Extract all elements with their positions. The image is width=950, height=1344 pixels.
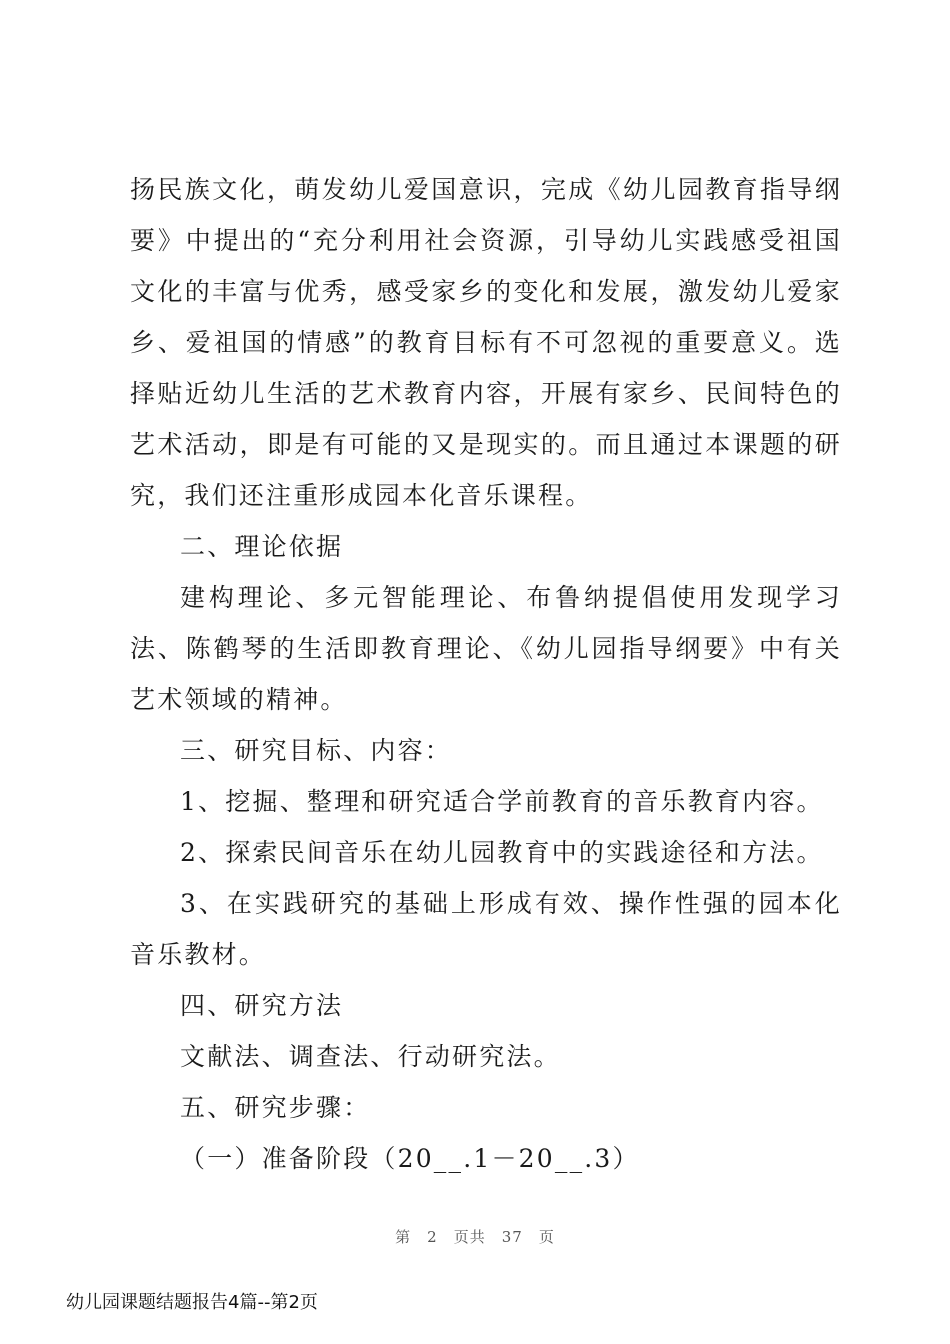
list-item-goal-3: 3、在实践研究的基础上形成有效、操作性强的园本化音乐教材。: [130, 889, 842, 969]
heading-research-methods: 四、研究方法: [180, 991, 344, 1020]
document-caption: 幼儿园课题结题报告4篇--第2页: [66, 1292, 318, 1313]
body-text: [130, 164, 842, 1184]
page-footer: [0, 1226, 950, 1247]
subheading-preparation-stage: （一）准备阶段（20__.1－20__.3）: [180, 1144, 640, 1173]
list-item-goal-1: 1、挖掘、整理和研究适合学前教育的音乐教育内容。: [180, 787, 824, 816]
paragraph-intro-continued: 扬民族文化，萌发幼儿爱国意识，完成《幼儿园教育指导纲要》中提出的“充分利用社会资源，引导幼儿实践感受祖国文化的丰富与优秀，感受家乡的变化和发展，激发幼儿爱家乡、爱祖国的情感”的教育目标有不可忽视的重要意义。选择贴近幼儿生活的艺术教育内容，开展有家乡、民间特色的艺术活动，即是有可能的又是现实的。而且通过本课题的研究，我们还注重形成园本化音乐课程。: [130, 175, 842, 510]
heading-research-goals: 三、研究目标、内容：: [180, 736, 453, 765]
footer-page-mid: 页共: [453, 1228, 486, 1246]
paragraph-theory: 建构理论、多元智能理论、布鲁纳提倡使用发现学习法、陈鹤琴的生活即教育理论、《幼儿园指导纲要》中有关艺术领域的精神。: [130, 583, 842, 714]
paragraph-methods: 文献法、调查法、行动研究法。: [180, 1042, 561, 1071]
footer-page-prefix: 第: [395, 1228, 412, 1246]
heading-research-steps: 五、研究步骤：: [180, 1093, 371, 1122]
footer-page-number: 2: [427, 1228, 438, 1246]
footer-page-total: 37: [501, 1228, 523, 1246]
footer-page-suffix: 页: [538, 1228, 555, 1246]
heading-theory-basis: 二、理论依据: [180, 532, 344, 561]
list-item-goal-2: 2、探索民间音乐在幼儿园教育中的实践途径和方法。: [180, 838, 824, 867]
